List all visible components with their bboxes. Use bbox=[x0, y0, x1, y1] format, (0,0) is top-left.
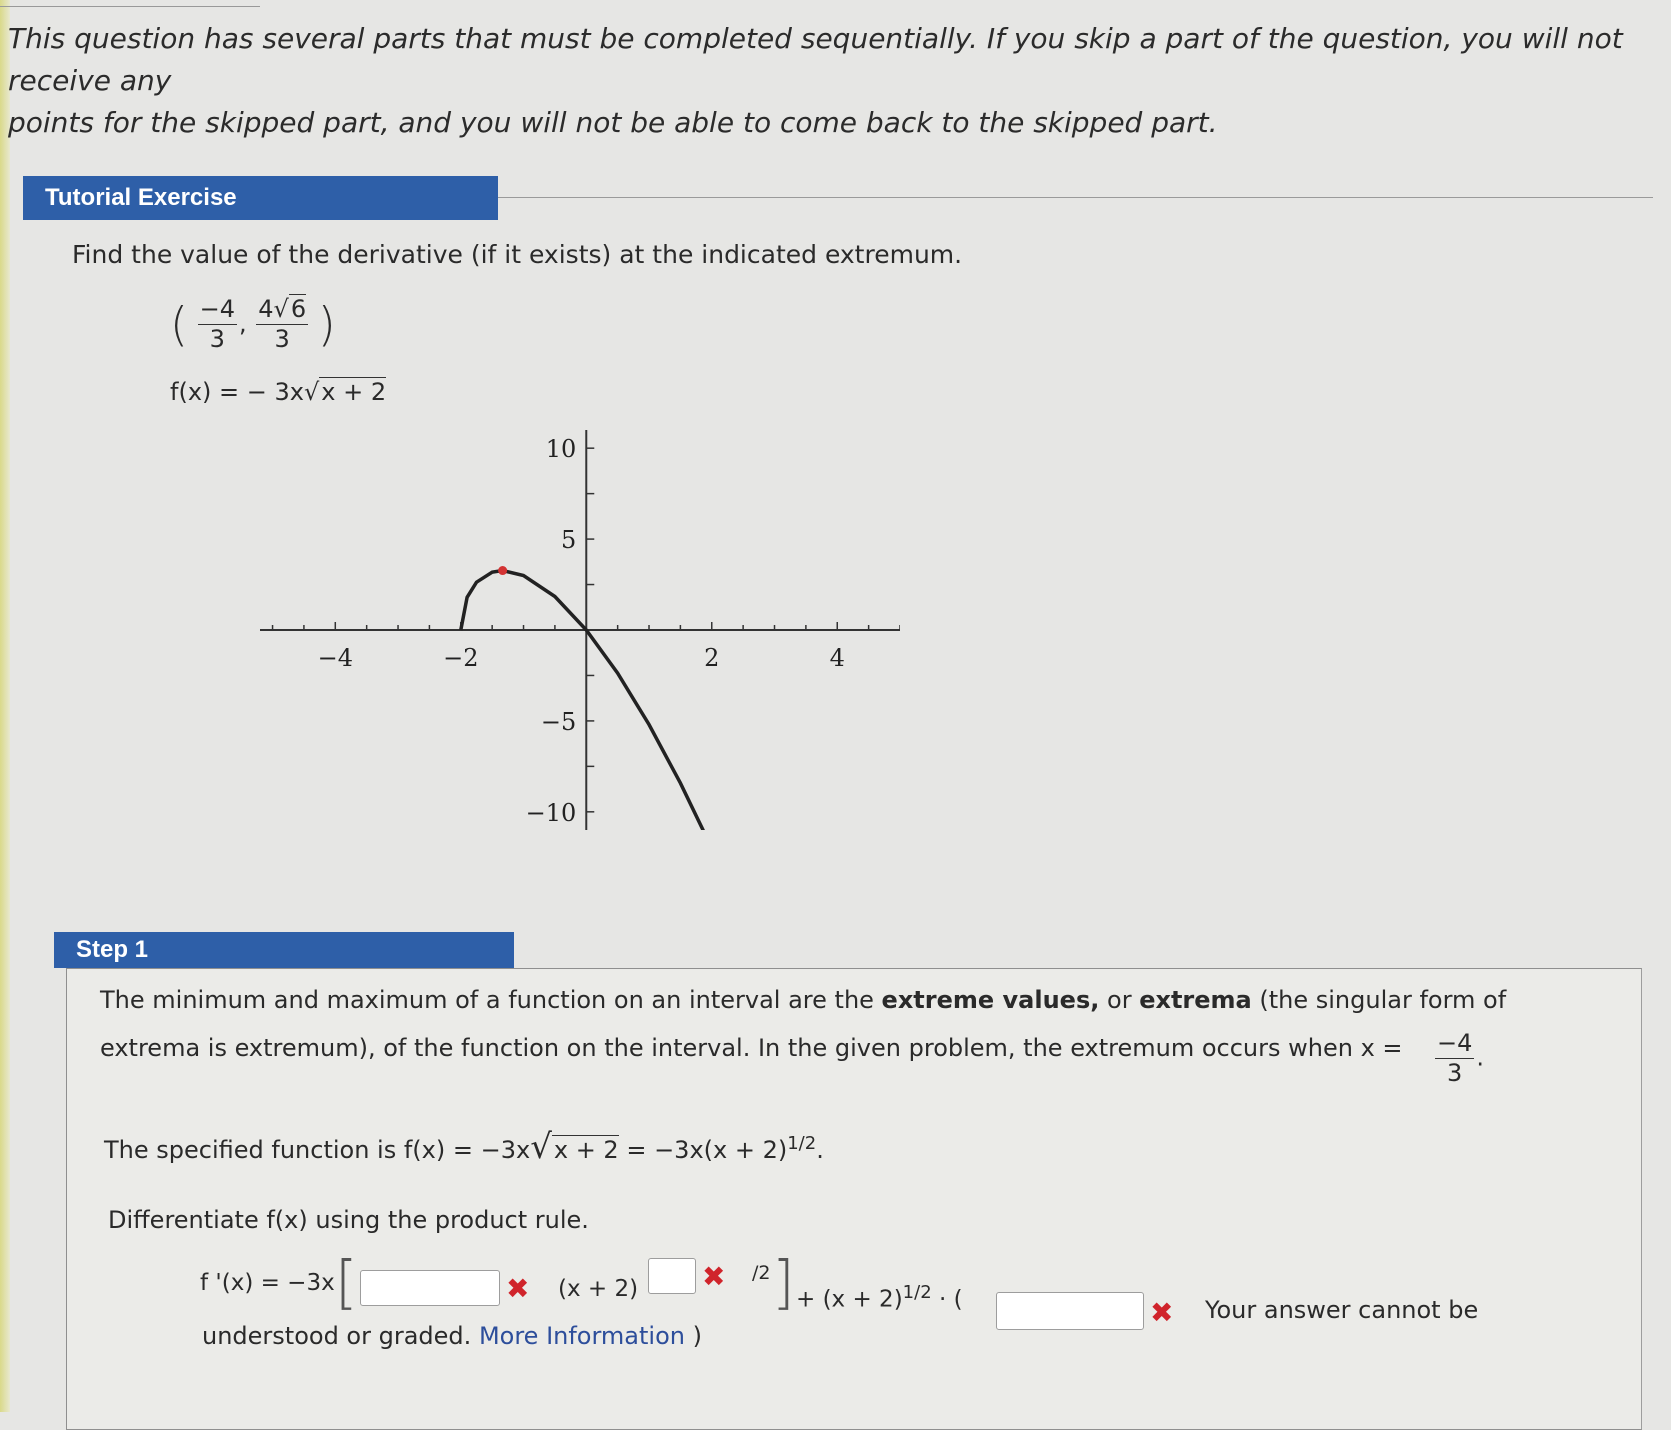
point-x-num: −4 bbox=[199, 295, 235, 323]
close-bracket: ] bbox=[772, 1248, 795, 1316]
page-edge-strip bbox=[0, 0, 10, 1412]
point-y-fraction bbox=[256, 296, 308, 353]
x-tick-label: −2 bbox=[443, 644, 479, 672]
point-y-den: 3 bbox=[274, 325, 290, 353]
step1-para3: Differentiate f(x) using the product rule. bbox=[108, 1206, 589, 1234]
intro-text bbox=[8, 18, 1648, 144]
step1-para1-line2: extrema is extremum), of the function on the interval. In the given problem, the extremum occurs when x = bbox=[100, 1034, 1403, 1062]
extremum-x-fraction: $\frac{-4}{3}$ . bbox=[1437, 1029, 1485, 1087]
answer-input-1[interactable] bbox=[360, 1270, 500, 1306]
more-information-link[interactable]: More Information bbox=[478, 1322, 685, 1350]
open-bracket: [ bbox=[335, 1248, 358, 1316]
close-paren: ) bbox=[317, 297, 336, 352]
x-tick-label: −4 bbox=[317, 644, 353, 672]
error-x-icon-2: ✖ bbox=[702, 1260, 726, 1293]
x-tick-label: 2 bbox=[704, 644, 720, 672]
tutorial-header-rule bbox=[498, 197, 1653, 198]
step1-para2: The specified function is $f(x) = -3x√x + 2 = -3x(x + 2)^{1/2}$. bbox=[104, 1127, 824, 1167]
answer-term2: + $(x + 2)^{1/2}$ · ( bbox=[796, 1282, 963, 1313]
y-tick-label: 10 bbox=[545, 435, 577, 464]
answer-lhs: f '(x) = −3x bbox=[200, 1270, 335, 1296]
function-definition: f(x) = − 3x√x + 2 bbox=[170, 378, 387, 406]
step1-para1: The minimum and maximum of a function on an interval are the extreme values, or extrema (the singular form of bbox=[100, 986, 1507, 1014]
step1-header bbox=[54, 932, 514, 968]
intro-line-2: points for the skipped part, and you will not be able to come back to the skipped part. bbox=[8, 106, 1218, 139]
point-x-den: 3 bbox=[209, 325, 225, 353]
answer-exponent-input[interactable] bbox=[648, 1258, 696, 1294]
step1-header-label: Step 1 bbox=[76, 936, 149, 963]
open-paren: ( bbox=[170, 297, 188, 352]
extremum-point bbox=[170, 296, 336, 353]
tutorial-prompt: Find the value of the derivative (if it exists) at the indicated extremum. bbox=[72, 240, 963, 269]
tutorial-header bbox=[23, 176, 498, 220]
point-comma: , bbox=[238, 309, 247, 338]
top-divider bbox=[0, 0, 260, 7]
point-x-fraction bbox=[198, 296, 237, 353]
function-radicand: x + 2 bbox=[321, 378, 387, 406]
x-tick-label: 4 bbox=[829, 644, 845, 672]
y-tick-label: −10 bbox=[525, 798, 577, 827]
extremum-marker bbox=[498, 566, 507, 575]
answer-input-2[interactable] bbox=[996, 1292, 1144, 1330]
tutorial-header-label: Tutorial Exercise bbox=[45, 184, 237, 211]
error-message-a: Your answer cannot be bbox=[1205, 1296, 1479, 1324]
y-tick-label: 5 bbox=[560, 526, 577, 555]
error-x-icon-1: ✖ bbox=[506, 1272, 530, 1305]
function-graph bbox=[260, 430, 900, 830]
answer-term1: (x + 2) bbox=[558, 1276, 639, 1302]
error-message-b: understood or graded. More Information ) bbox=[202, 1322, 703, 1350]
error-x-icon-3: ✖ bbox=[1150, 1296, 1174, 1329]
point-y-num: 4√6 bbox=[258, 295, 307, 323]
intro-line-1: This question has several parts that must be completed sequentially. If you skip a part of the question, you will not receive any bbox=[8, 22, 1623, 97]
exponent-tail: /2 bbox=[752, 1262, 771, 1284]
function-lhs: f(x) = − 3x bbox=[170, 378, 304, 406]
y-tick-label: −5 bbox=[540, 707, 577, 736]
